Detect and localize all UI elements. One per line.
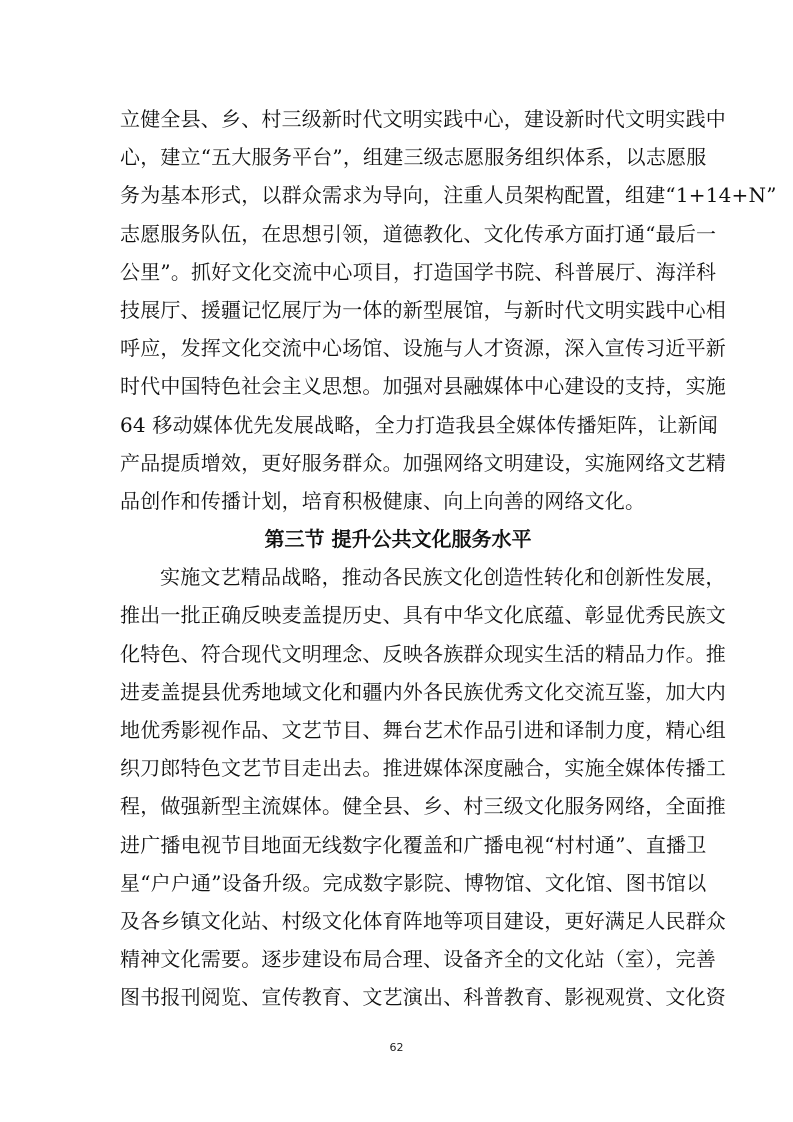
page-body	[120, 100, 777, 1017]
text-line: 实施文艺精品战略，推动各民族文化创造性转化和创新性发展，	[160, 565, 726, 590]
text-line: 技展厅、援疆记忆展厅为一体的新型展馆，与新时代文明实践中心相	[120, 297, 726, 322]
text-line: 产品提质增效，更好服务群众。加强网络文明建设，实施网络文艺精	[120, 450, 726, 475]
text-line: 及各乡镇文化站、村级文化体育阵地等项目建设，更好满足人民群众	[120, 908, 726, 933]
text-line: 公里”。抓好文化交流中心项目，打造国学书院、科普展厅、海洋科	[120, 259, 717, 284]
text-line: 务为基本形式，以群众需求为导向，注重人员架构配置，组建“1+14+N”	[120, 183, 777, 208]
text-line: 程，做强新型主流媒体。健全县、乡、村三级文化服务网络，全面推	[120, 794, 726, 819]
text-line: 进广播电视节目地面无线数字化覆盖和广播电视“村村通”、直播卫	[120, 832, 707, 857]
text-line: 图书报刊阅览、宣传教育、文艺演出、科普教育、影视观赏、文化资	[120, 985, 726, 1010]
text-line: 心，建立“五大服务平台”，组建三级志愿服务组织体系，以志愿服	[120, 145, 707, 170]
text-line: 推出一批正确反映麦盖提历史、具有中华文化底蕴、彰显优秀民族文	[120, 603, 726, 628]
text-line: 织刀郎特色文艺节目走出去。推进媒体深度融合，实施全媒体传播工	[120, 756, 726, 781]
text-line: 地优秀影视作品、文艺节目、舞台艺术作品引进和译制力度，精心组	[120, 718, 726, 742]
text-line: 精神文化需要。逐步建设布局合理、设备齐全的文化站（室），完善	[120, 947, 716, 972]
text-line: 星“户户通”设备升级。完成数字影院、博物馆、文化馆、图书馆以	[120, 870, 707, 895]
text-line: 进麦盖提县优秀地域文化和疆内外各民族优秀文化交流互鉴，加大内	[120, 679, 726, 704]
text-line: 64 移动媒体优先发展战略，全力打造我县全媒体传播矩阵，让新闻	[120, 412, 719, 437]
text-line: 立健全县、乡、村三级新时代文明实践中心，建设新时代文明实践中	[120, 107, 726, 131]
text-line: 呼应，发挥文化交流中心场馆、设施与人才资源，深入宣传习近平新	[120, 336, 726, 361]
text-line: 志愿服务队伍，在思想引领，道德教化、文化传承方面打通“最后一	[120, 221, 717, 246]
text-line: 化特色、符合现代文明理念、反映各族群众现实生活的精品力作。推	[120, 641, 726, 666]
section-heading: 第三节 提升公共文化服务水平	[264, 527, 532, 552]
paragraph-2	[120, 558, 726, 1016]
text-line: 时代中国特色社会主义思想。加强对县融媒体中心建设的支持，实施	[120, 374, 726, 399]
text-line: 品创作和传播计划，培育积极健康、向上向善的网络文化。	[120, 488, 646, 513]
page-number: 62	[389, 1041, 404, 1054]
paragraph-1	[120, 100, 777, 520]
